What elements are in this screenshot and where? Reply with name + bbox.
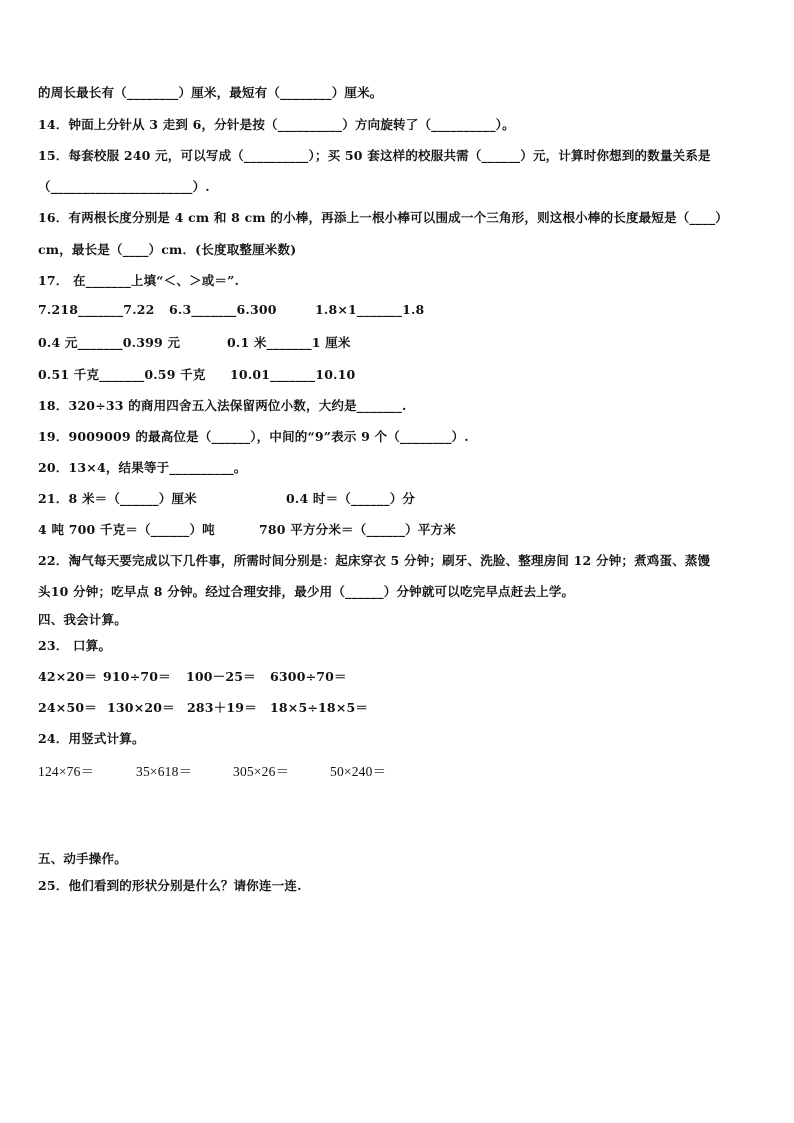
q21-item: 780 平方分米＝（______）平方米 (259, 522, 456, 537)
question-21-row-1 (38, 489, 415, 507)
q17-item: 10.01_______10.10 (230, 367, 356, 382)
oral-calc-item: 42×20＝ (38, 669, 97, 684)
question-17: 17． 在_______上填“＜、＞或＝”. (38, 273, 240, 288)
q17-item: 0.51 千克_______0.59 千克 (38, 367, 206, 382)
question-24: 24．用竖式计算。 (38, 731, 145, 746)
question-16-cont: cm，最长是（____）cm．(长度取整厘米数) (38, 242, 297, 257)
column-calc-item: 305×26＝ (233, 764, 290, 779)
question-21-row-2 (38, 520, 456, 538)
oral-calc-item: 910÷70＝ (103, 669, 171, 684)
question-19: 19．9009009 的最高位是（______），中间的“9”表示 9 个（________）. (38, 429, 469, 444)
question-22-cont: 头10 分钟；吃早点 8 分钟。经过合理安排，最少用（______）分钟就可以吃完早点赶去上学。 (38, 584, 575, 599)
q17-row-3 (38, 365, 355, 383)
question-20: 20．13×4，结果等于__________。 (38, 460, 247, 475)
question-14: 14．钟面上分针从 3 走到 6，分针是按（__________）方向旋转了（__________）。 (38, 117, 515, 132)
oral-calc-item: 283＋19＝ (187, 700, 257, 715)
section-4-heading: 四、我会计算。 (38, 612, 127, 627)
oral-calc-item: 6300÷70＝ (270, 669, 347, 684)
question-15: 15．每套校服 240 元，可以写成（__________）；买 50 套这样的校服共需（______）元，计算时你想到的数量关系是 (38, 148, 711, 163)
q23-row-2 (38, 698, 368, 716)
oral-calc-item: 24×50＝ (38, 700, 97, 715)
column-calc-item: 50×240＝ (330, 764, 387, 779)
question-23: 23． 口算。 (38, 638, 112, 653)
column-calc-item: 124×76＝ (38, 764, 95, 779)
q17-row-1 (38, 302, 424, 317)
q17-item: 6.3_______6.300 (169, 302, 277, 317)
question-18: 18．320÷33 的商用四舍五入法保留两位小数，大约是_______. (38, 398, 407, 413)
q17-row-2 (38, 333, 351, 351)
oral-calc-item: 130×20＝ (107, 700, 175, 715)
question-22: 22．淘气每天要完成以下几件事，所需时间分别是：起床穿衣 5 分钟；刷牙、洗脸、整理房间 12 分钟；煮鸡蛋、蒸馒 (38, 553, 711, 568)
q23-row-1 (38, 667, 347, 685)
q17-item: 0.1 米_______1 厘米 (227, 335, 351, 350)
q17-item: 7.218_______7.22 (38, 302, 155, 317)
q21-item: 4 吨 700 千克＝（______）吨 (38, 522, 215, 537)
q13-continuation: 的周长最长有（________）厘米，最短有（________）厘米。 (38, 85, 383, 100)
q17-item: 0.4 元_______0.399 元 (38, 335, 181, 350)
column-calc-item: 35×618＝ (136, 764, 193, 779)
question-15-cont: （______________________）. (38, 179, 210, 194)
question-25: 25．他们看到的形状分别是什么？请你连一连. (38, 878, 302, 893)
section-5-heading: 五、动手操作。 (38, 851, 127, 866)
oral-calc-item: 18×5÷18×5＝ (270, 700, 369, 715)
q21-item: 0.4 时＝（______）分 (286, 491, 416, 506)
question-16: 16．有两根长度分别是 4 cm 和 8 cm 的小棒，再添上一根小棒可以围成一个三角形，则这根小棒的长度最短是（____） (38, 210, 728, 225)
q24-row (38, 760, 386, 780)
oral-calc-item: 100－25＝ (186, 669, 256, 684)
q17-item: 1.8×1_______1.8 (315, 302, 425, 317)
q21-item: 21．8 米＝（______）厘米 (38, 491, 197, 506)
